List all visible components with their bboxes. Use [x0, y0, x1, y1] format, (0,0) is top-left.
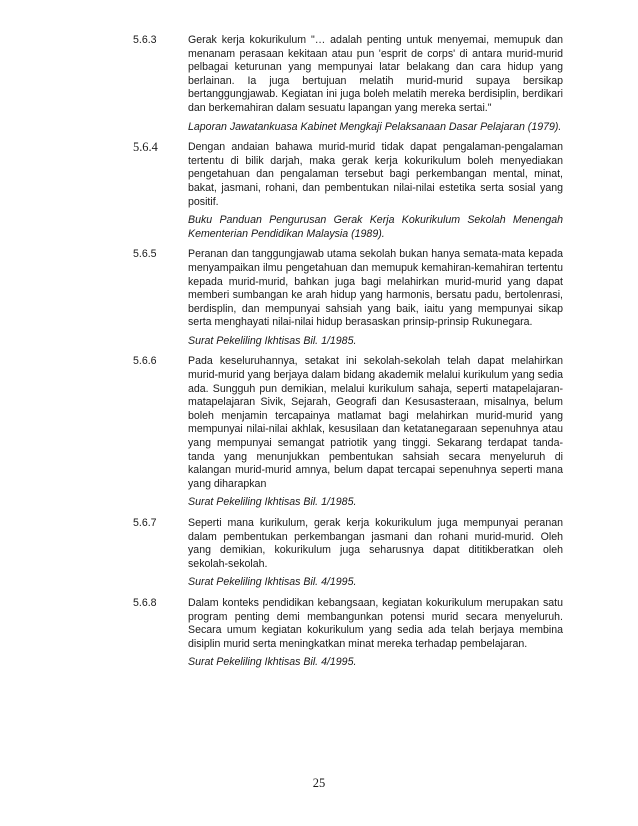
section-text: Peranan dan tanggungjawab utama sekolah bukan hanya semata-mata kepada menyampaikan ilmu pengetahuan dan memupuk kemahiran-kemahiran tertentu kepada murid-murid, bahkan juga bagi melahirkan murid-murid yang dapat memberi sumbangan ke arah hidup yang harmonis, bersatu padu, bertolenrasi, berdisplin, dan mempunyai sahsiah yang baik, iaitu yang mempunyai sikap serta menghayati nilai-nilai hidup berasaskan prinsip-prinsip Rukunegara. [188, 248, 563, 329]
section-5-6-4 [133, 141, 563, 241]
section-body [188, 355, 563, 510]
section-body [188, 34, 563, 134]
section-source: Surat Pekeliling Ikhtisas Bil. 1/1985. [188, 496, 357, 509]
section-5-6-5 [133, 248, 563, 348]
section-text: Dengan andaian bahawa murid-murid tidak dapat pengalaman-pengalaman tertentu di bilik darjah, maka gerak kerja kokurikulum boleh menyediakan pengetahuan dan pengalaman tersebut bagi perkembangan mental, minat, bakat, jasmani, rohani, dan pembentukan nilai-nilai estetika serta sosial yang positif. [188, 141, 563, 208]
section-5-6-6 [133, 355, 563, 510]
section-number: 5.6.5 [133, 248, 157, 261]
section-source: Surat Pekeliling Ikhtisas Bil. 1/1985. [188, 334, 357, 347]
section-source: Buku Panduan Pengurusan Gerak Kerja Kokurikulum Sekolah Menengah Kementerian Pendidikan Malaysia (1989). [188, 214, 563, 240]
section-5-6-7 [133, 517, 563, 590]
section-text: Pada keseluruhannya, setakat ini sekolah-sekolah telah dapat melahirkan murid-murid yang berjaya dalam bidang akademik melalui kurikulum yang sedia ada. Sungguh pun demikian, melalui kurikulum sahaja, seperti matapelajaran-matapelajaran Sivik, Sejarah, Geografi dan Kesusasteraan, misalnya, belum boleh menjamin tercapainya matlamat bagi melahirkan murid-murid yang mempunyai nilai-nilai akhlak, kesusilaan dan ketatanegaraan sepenuhnya atau yang mempunyai semangat patriotik yang tinggi. Sekarang terdapat tanda-tanda yang menunjukkan pembentukan sahsiah secara menyeluruh di kalangan murid-murid amnya, belum dapat tercapai sepenuhnya seperti mana yang diharapkan [188, 355, 563, 490]
section-text: Dalam konteks pendidikan kebangsaan, kegiatan kokurikulum merupakan satu program penting demi membangunkan potensi murid secara menyeluruh. Secara umum kegiatan kokurikulum yang sedia ada telah berjaya membina disiplin murid serta meningkatkan minat mereka terhadap pembelajaran. [188, 596, 563, 650]
section-source: Laporan Jawatankuasa Kabinet Mengkaji Pelaksanaan Dasar Pelajaran (1979). [188, 120, 562, 133]
section-5-6-3 [133, 34, 563, 134]
section-source: Surat Pekeliling Ikhtisas Bil. 4/1995. [188, 656, 357, 669]
section-body [188, 517, 563, 590]
section-body [188, 597, 563, 670]
section-number: 5.6.3 [133, 34, 157, 46]
section-body [188, 248, 563, 348]
section-number: 5.6.4 [133, 140, 158, 155]
page-content [133, 34, 563, 677]
section-number: 5.6.7 [133, 517, 157, 529]
section-number: 5.6.8 [133, 596, 157, 609]
section-source: Surat Pekeliling Ikhtisas Bil. 4/1995. [188, 576, 357, 589]
section-text: Gerak kerja kokurikulum "… adalah penting untuk menyemai, memupuk dan menanam perasaan kekitaan atau pun 'esprit de corps' di antara murid-murid pelbagai keturunan yang mempunyai latar belakang dan cara hidup yang berlainan. Ia juga bertujuan melatih murid-murid supaya bersikap bertanggungjawab. Kegiatan ini juga boleh melatih mereka berdisiplin, berdikari dan berkemahiran dalam sesuatu lapangan yang mereka sertai." [188, 34, 563, 114]
section-5-6-8 [133, 597, 563, 670]
section-number: 5.6.6 [133, 355, 157, 368]
page-number: 25 [312, 776, 326, 790]
section-text: Seperti mana kurikulum, gerak kerja kokurikulum juga mempunyai peranan dalam pembentukan perkembangan jasmani dan rohani murid-murid. Oleh yang demikian, kokurikulum juga seharusnya dapat dititikberatkan oleh sekolah-sekolah. [188, 517, 563, 570]
section-body [188, 141, 563, 241]
